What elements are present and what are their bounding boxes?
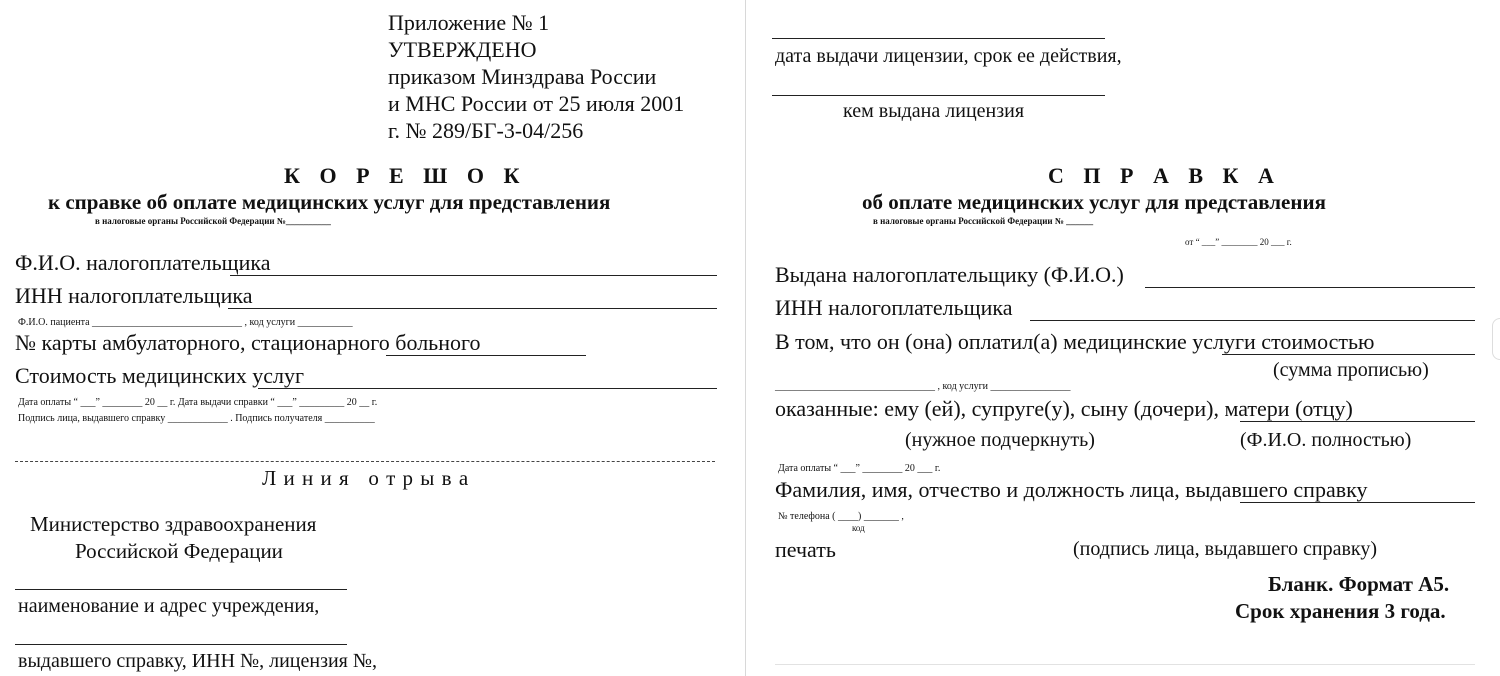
institution-label: наименование и адрес учреждения, xyxy=(18,595,320,617)
stub-inn-field xyxy=(228,308,717,309)
certificate-tax-number-line: в налоговые органы Российской Федерации № ______ xyxy=(873,216,1094,226)
stub-patient-line: Ф.И.О. пациента ______________________________ , код услуги ___________ xyxy=(18,317,353,328)
signature-label: (подпись лица, выдавшего справку) xyxy=(1073,538,1377,560)
stub-signature-line: Подпись лица, выдавшего справку ____________ . Подпись получателя __________ xyxy=(18,413,375,424)
stub-card-field xyxy=(386,355,586,356)
issuer-person-field xyxy=(1240,502,1475,503)
full-name-note: (Ф.И.О. полностью) xyxy=(1240,429,1412,451)
provided-to-label: оказанные: ему (ей), супруге(у), сыну (дочери), матери (отцу) xyxy=(775,396,1353,421)
certificate-inn-label: ИНН налогоплательщика xyxy=(775,295,1013,320)
underline-note: (нужное подчеркнуть) xyxy=(905,429,1095,451)
tear-line-label: Л и н и я о т р ы в а xyxy=(262,466,470,490)
certificate-payment-date-line: Дата оплаты “ ___” ________ 20 ___ г. xyxy=(778,463,941,474)
amount-in-words-note: (сумма прописью) xyxy=(1273,359,1429,381)
stub-card-label: № карты амбулаторного, стационарного больного xyxy=(15,330,481,355)
institution-field xyxy=(15,589,347,590)
ministry-line-2: Российской Федерации xyxy=(75,539,283,563)
stub-cost-label: Стоимость медицинских услуг xyxy=(15,363,305,388)
ministry-line-1: Министерство здравоохранения xyxy=(30,512,317,536)
approval-approved: УТВЕРЖДЕНО xyxy=(388,37,537,62)
approval-order: приказом Минздрава России xyxy=(388,64,657,89)
approval-number: г. № 289/БГ-3-04/256 xyxy=(388,118,584,143)
stub-fio-label: Ф.И.О. налогоплательщика xyxy=(15,250,271,275)
license-issuer-field xyxy=(772,95,1105,96)
bottom-rule xyxy=(775,664,1475,665)
issued-to-field xyxy=(1145,287,1475,288)
certificate-date-line: от “ ___” ________ 20 ___ г. xyxy=(1185,237,1292,247)
license-date-label: дата выдачи лицензии, срок ее действия, xyxy=(775,45,1122,67)
certificate-subtitle: об оплате медицинских услуг для представления xyxy=(862,190,1326,214)
certificate-title: С П Р А В К А xyxy=(1048,163,1281,188)
stamp-label: печать xyxy=(775,537,836,562)
page-fold-divider xyxy=(745,0,746,676)
issuer-label: выдавшего справку, ИНН №, лицензия №, xyxy=(18,650,377,672)
service-code-line: ________________________________ , код услуги ________________ xyxy=(775,381,1071,392)
storage-period-note: Срок хранения 3 года. xyxy=(1235,599,1446,623)
approval-ministry: и МНС России от 25 июля 2001 xyxy=(388,91,685,116)
issuer-person-label: Фамилия, имя, отчество и должность лица, выдавшего справку xyxy=(775,477,1368,502)
stub-tax-number-line: в налоговые органы Российской Федерации №__________ xyxy=(95,216,331,226)
stub-payment-date-line: Дата оплаты “ ___” ________ 20 __ г. Дата выдачи справки “ ___” _________ 20 __ г. xyxy=(18,397,378,408)
stub-title: К О Р Е Ш О К xyxy=(284,163,527,188)
scroll-edge-handle xyxy=(1492,318,1500,360)
provided-to-field xyxy=(1240,421,1475,422)
stub-cost-field xyxy=(258,388,717,389)
approval-appendix: Приложение № 1 xyxy=(388,10,550,35)
issued-to-label: Выдана налогоплательщику (Ф.И.О.) xyxy=(775,262,1124,287)
stub-inn-label: ИНН налогоплательщика xyxy=(15,283,253,308)
phone-code-caption: код xyxy=(852,523,865,533)
stub-subtitle: к справке об оплате медицинских услуг для представления xyxy=(48,190,611,214)
paid-amount-field xyxy=(1222,354,1475,355)
issuer-field xyxy=(15,644,347,645)
stub-fio-field xyxy=(230,275,717,276)
license-date-field xyxy=(772,38,1105,39)
tear-off-dashed-line xyxy=(15,461,715,462)
form-format-note: Бланк. Формат А5. xyxy=(1268,572,1450,596)
license-issuer-label: кем выдана лицензия xyxy=(843,100,1025,122)
phone-line: № телефона ( ____) _______ , xyxy=(778,511,904,522)
paid-services-label: В том, что он (она) оплатил(а) медицинские услуги стоимостью xyxy=(775,329,1375,354)
certificate-inn-field xyxy=(1030,320,1475,321)
